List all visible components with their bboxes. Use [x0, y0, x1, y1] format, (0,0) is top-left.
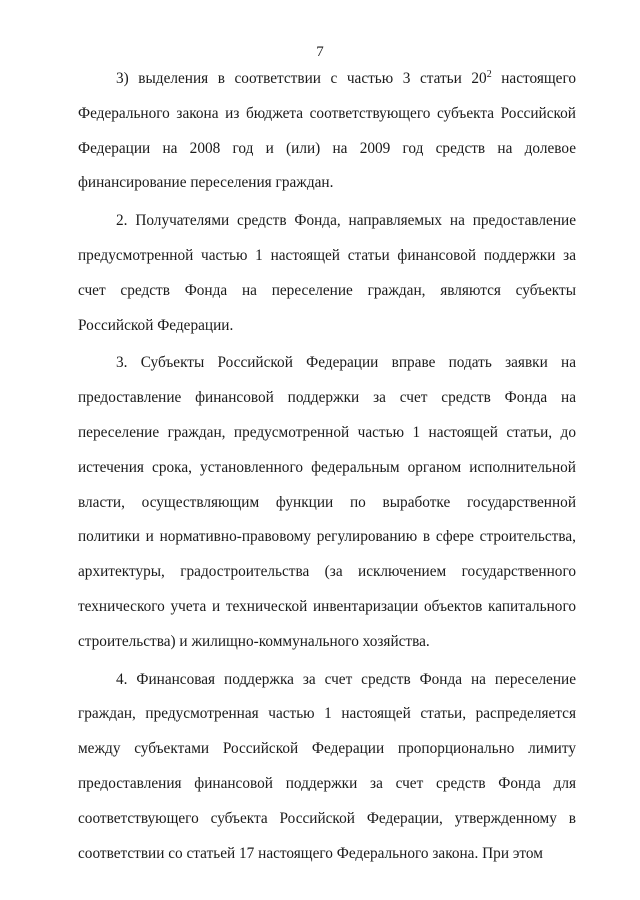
paragraph-text: настоящего Федерального закона из бюджета соответствующего субъекта Российской Федерации на 2008 год и (или) на 2009 год средств на долевое финансирование переселения граждан.	[78, 70, 576, 192]
paragraph-text: 3) выделения в соответствии с частью 3 статьи 20	[116, 70, 487, 87]
paragraph-part-3: 3. Субъекты Российской Федерации вправе подать заявки на предоставление финансовой поддержки за счет средств Фонда на переселение граждан, предусмотренной частью 1 настоящей статьи, до истечения срока, установленного федеральным органом исполнительной власти, осуществляющим функции по выработке государственной политики и нормативно-правовому регулированию в сфере строительства, архитектуры, градостроительства (за исключением государственного технического учета и технической инвентаризации объектов капитального строительства) и жилищно-коммунального хозяйства.	[78, 354, 576, 650]
page-number: 7	[316, 44, 324, 60]
superscript: 2	[486, 68, 492, 80]
paragraph-part-2: 2. Получателями средств Фонда, направляемых на предоставление предусмотренной частью 1 настоящей статьи финансовой поддержки за счет средств Фонда на переселение граждан, являются субъекты Российской Федерации.	[78, 212, 576, 334]
paragraph-part-4: 4. Финансовая поддержка за счет средств Фонда на переселение граждан, предусмотренная частью 1 настоящей статьи, распределяется между субъектами Российской Федерации пропорционально лимиту предоставления финансовой поддержки за счет средств Фонда для соответствующего субъекта Российской Федерации, утвержденному в соответствии со статьей 17 настоящего Федерального закона. При этом	[78, 670, 576, 862]
paragraph-item-3	[78, 62, 576, 201]
document-body	[78, 62, 576, 871]
